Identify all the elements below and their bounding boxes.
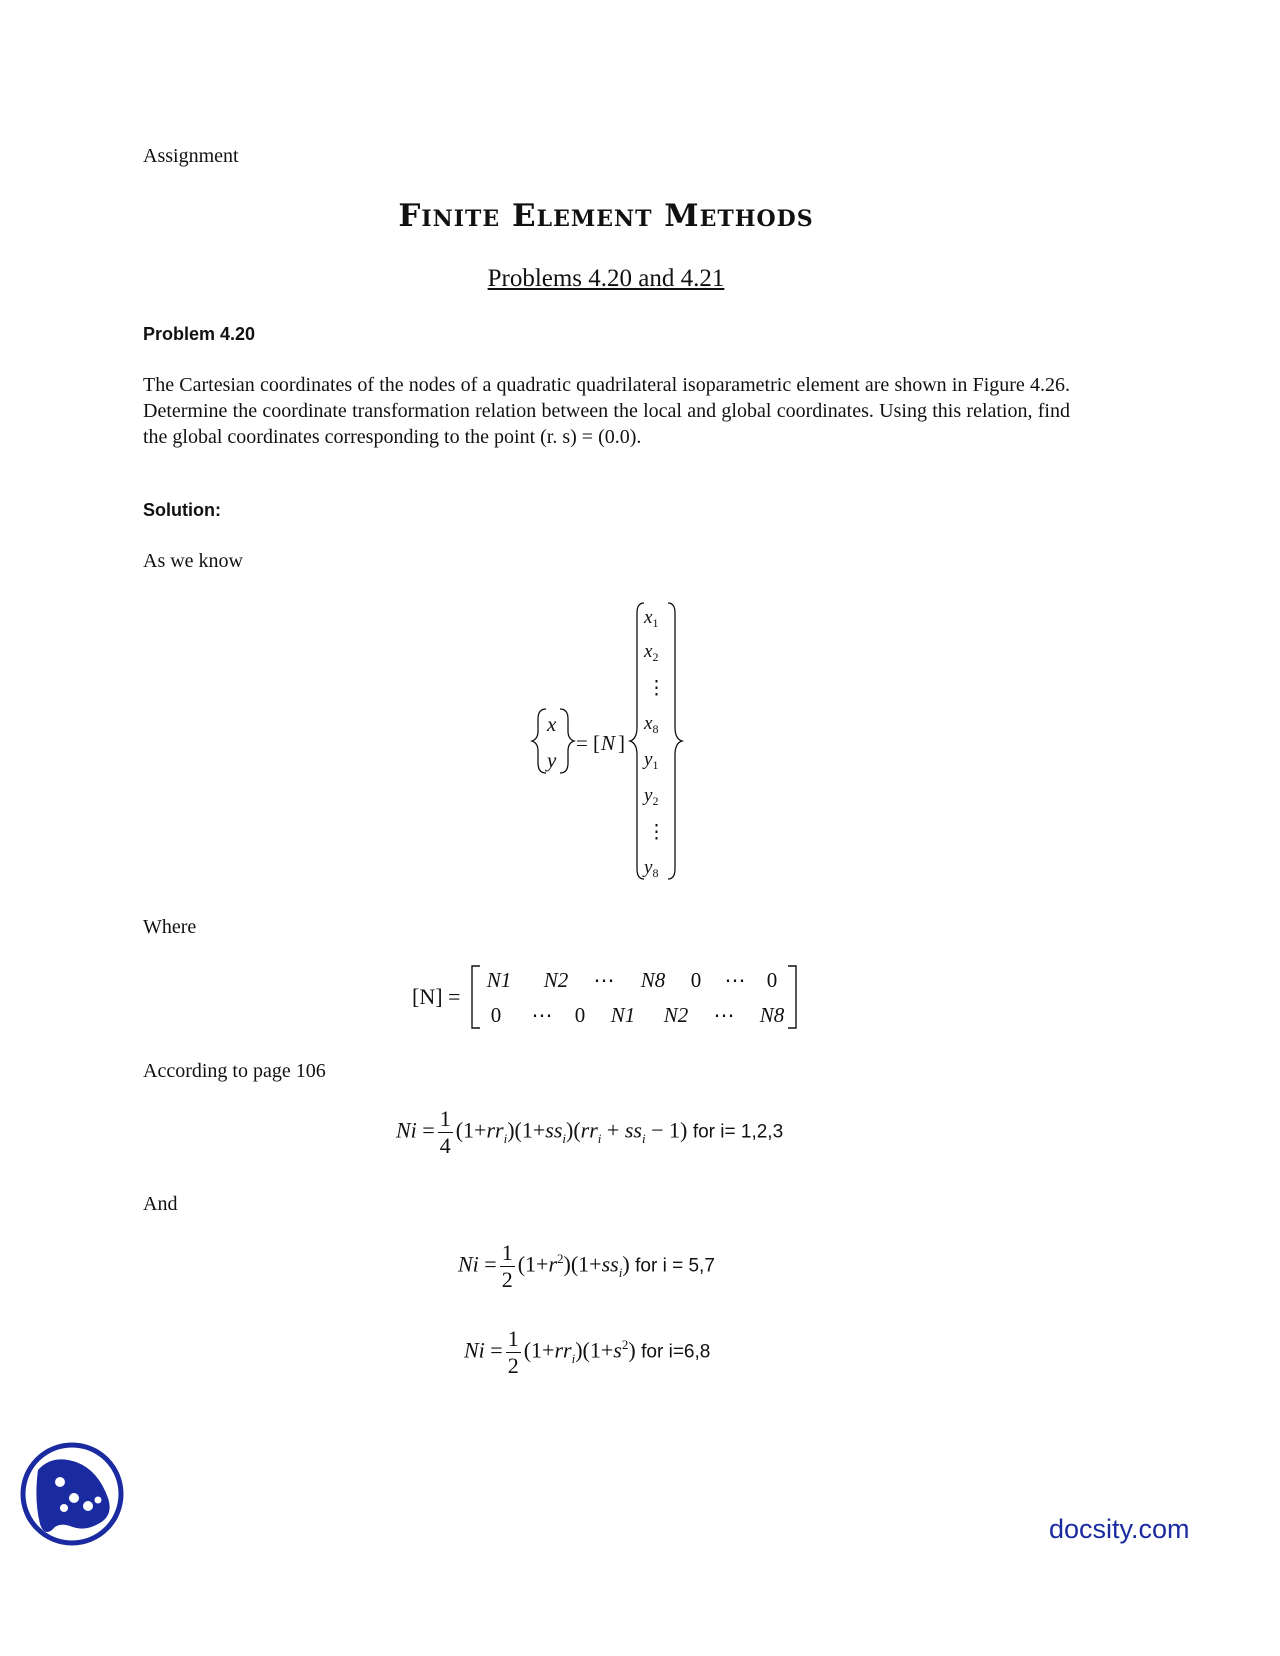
where-label: Where — [143, 916, 197, 938]
fraction-numerator: 1 — [507, 1326, 519, 1351]
svg-text:y2: $y_2$ — [644, 785, 659, 808]
fraction-denominator: 2 — [501, 1267, 513, 1292]
according-label: According to page 106 — [143, 1060, 326, 1082]
matrix-cell: ⋯ — [713, 1003, 735, 1027]
fraction-numerator: 1 — [501, 1240, 513, 1265]
svg-text:⋮: ⋮ — [647, 822, 666, 843]
equation-condition: for i = 5,7 — [635, 1255, 715, 1277]
rhs-node-vector — [642, 607, 666, 880]
equation-condition: for i=6,8 — [641, 1341, 711, 1363]
svg-text:y1: $y_1$ — [644, 749, 659, 772]
svg-text:]: ] — [618, 731, 625, 755]
matrix-cell: ⋯ — [531, 1003, 553, 1027]
matrix-cell: 0 — [690, 968, 702, 992]
problem-heading: Problem 4.20 — [143, 324, 256, 344]
equation-coordinate-transform — [520, 595, 700, 890]
equation-condition: for i= 1,2,3 — [692, 1121, 784, 1143]
and-label: And — [143, 1193, 178, 1215]
matrix-cell: ⋯ — [724, 968, 746, 992]
equation-midside-nodes-s: Ni = $\frac{1}{2}$ $(1+rr_i)(1+s^2)$ for i=6,8 — [464, 1326, 711, 1378]
svg-text:=: = — [576, 731, 588, 755]
matrix-cell: N2 — [543, 968, 569, 992]
equation-corner-nodes: Ni = $\frac{1}{4}$ $(1+rr_i)(1+ss_i)(rr_i + ss_i - 1)$ for i= 1,2,3 — [396, 1106, 784, 1158]
solution-intro: As we know — [143, 550, 243, 572]
matrix-cell: N1 — [486, 968, 512, 992]
assignment-label: Assignment — [143, 145, 239, 167]
svg-text:[: [ — [593, 731, 600, 755]
matrix-cell: N2 — [663, 1003, 689, 1027]
n-matrix-lhs: [N] = — [412, 984, 461, 1009]
svg-text:y8: $y_8$ — [644, 857, 659, 880]
fraction-denominator: 2 — [507, 1353, 519, 1378]
svg-text:x2: $x_2$ — [644, 641, 659, 664]
problem-statement: The Cartesian coordinates of the nodes of a quadratic quadrilateral isoparametric element are shown in Figure 4.26. Determine the coordinate transformation relation between the local and global coordinates. Using this relation, find the global coordinates corresponding to the point (r. s) = (0.0). — [143, 374, 1070, 448]
fraction-denominator: 4 — [439, 1133, 451, 1158]
matrix-name: N — [601, 731, 616, 755]
fraction-numerator: 1 — [439, 1106, 451, 1131]
equation-midside-nodes-r: Ni = $\frac{1}{2}$ $(1+r^2)(1+ss_i)$ for i = 5,7 — [458, 1240, 715, 1292]
page-title: Finite Element Methods — [398, 198, 814, 234]
matrix-cell: N1 — [610, 1003, 636, 1027]
matrix-cell: N8 — [759, 1003, 785, 1027]
docsity-brand-link[interactable]: docsity.com — [1049, 1514, 1190, 1544]
matrix-cell: 0 — [490, 1003, 502, 1027]
matrix-cell: 0 — [766, 968, 778, 992]
matrix-cell: N8 — [640, 968, 666, 992]
docsity-logo-icon[interactable] — [18, 1440, 126, 1548]
lhs-y: y — [547, 748, 557, 772]
svg-text:x8: $x_8$ — [644, 713, 659, 736]
lhs-x: x — [547, 712, 557, 736]
matrix-cell: 0 — [574, 1003, 586, 1027]
n-matrix — [466, 962, 806, 1032]
solution-heading: Solution: — [143, 500, 221, 520]
page-subtitle: Problems 4.20 and 4.21 — [487, 265, 725, 292]
svg-text:⋮: ⋮ — [647, 678, 666, 699]
svg-text:x1: $x_1$ — [644, 607, 659, 630]
matrix-cell: ⋯ — [593, 968, 615, 992]
